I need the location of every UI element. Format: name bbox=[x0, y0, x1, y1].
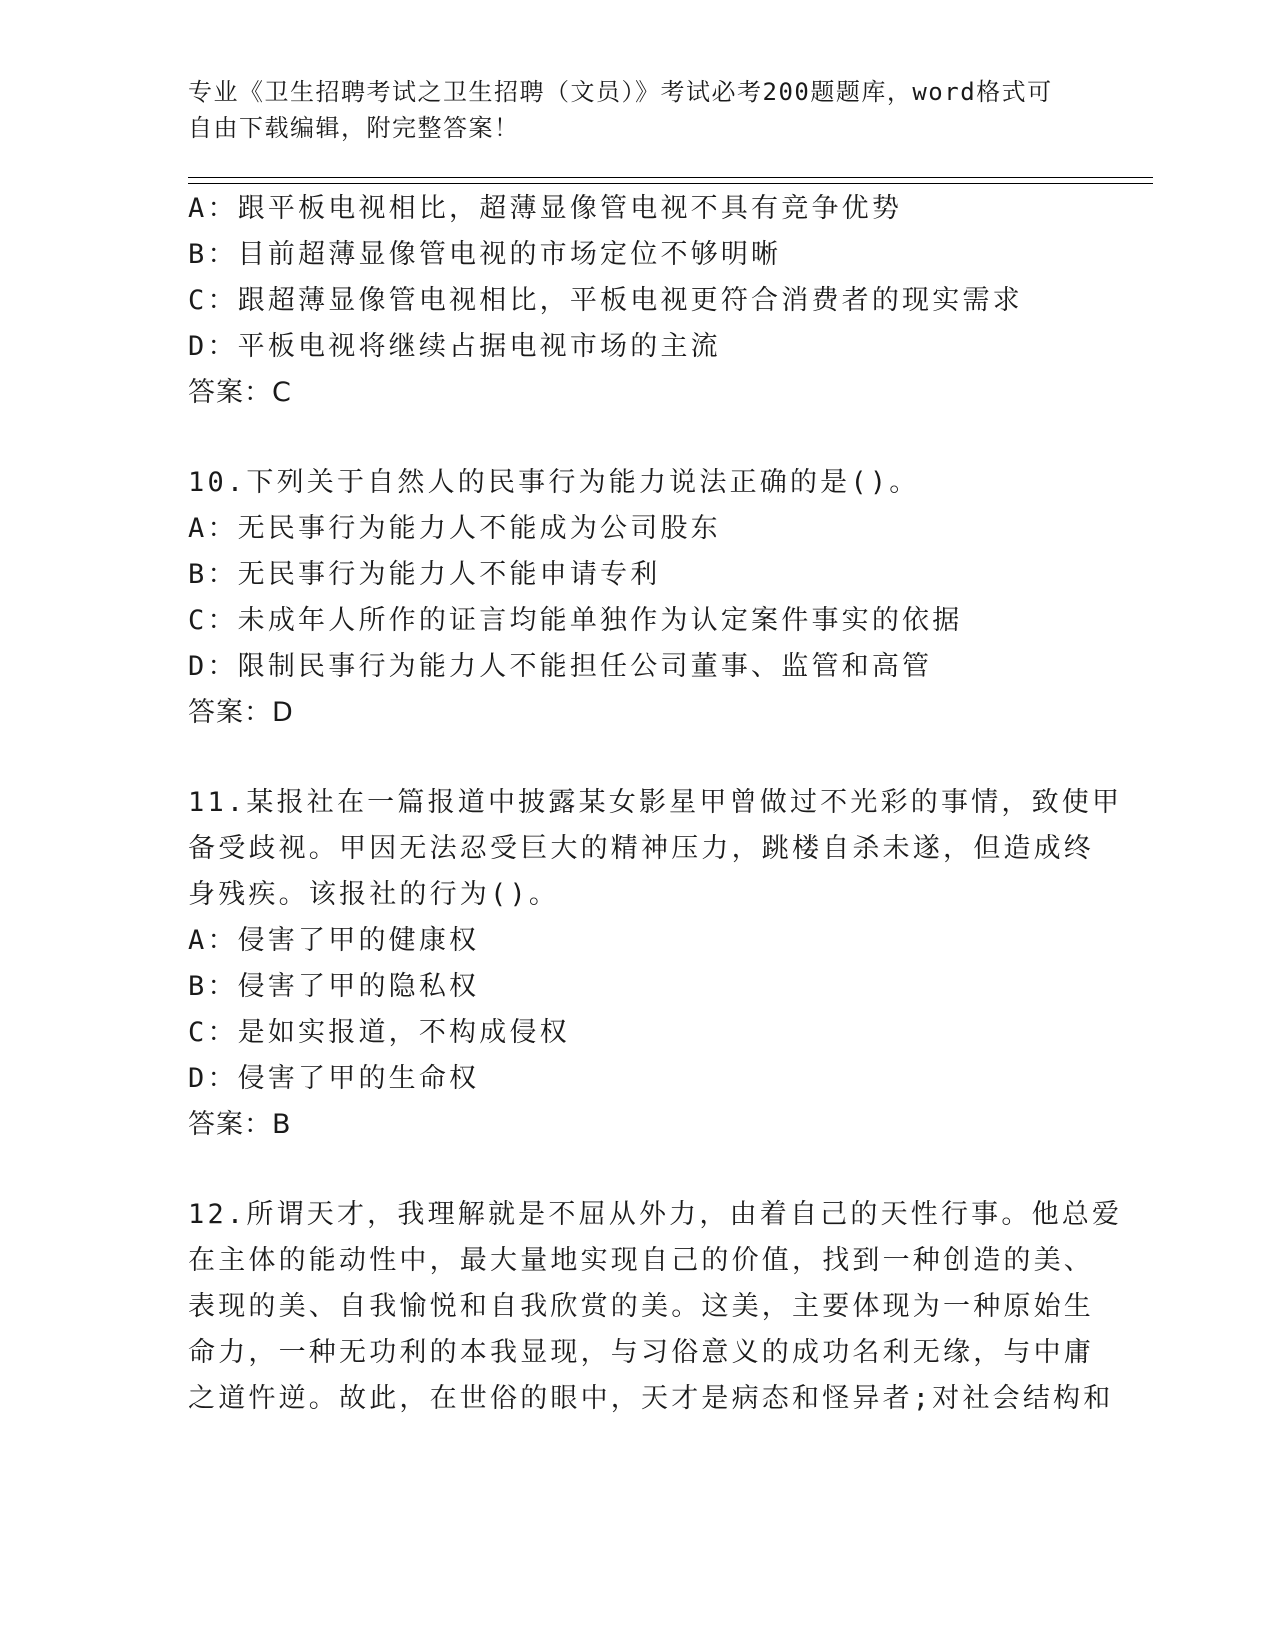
question-stem-line: 身残疾。该报社的行为()。 bbox=[188, 879, 560, 910]
option-c: C：跟超薄显像管电视相比，平板电视更符合消费者的现实需求 bbox=[188, 285, 1023, 316]
answer-label: 答案：D bbox=[188, 697, 294, 728]
option-d: D：平板电视将继续占据电视市场的主流 bbox=[188, 331, 721, 362]
question-stem-line: 之道忤逆。故此，在世俗的眼中，天才是病态和怪异者;对社会结构和 bbox=[188, 1383, 1114, 1414]
question-stem: 10.下列关于自然人的民事行为能力说法正确的是()。 bbox=[188, 467, 920, 498]
question-11 bbox=[188, 780, 1123, 1148]
question-stem-line: 在主体的能动性中，最大量地实现自己的价值，找到一种创造的美、 bbox=[188, 1245, 1094, 1276]
option-a: A：跟平板电视相比，超薄显像管电视不具有竞争优势 bbox=[188, 193, 903, 224]
option-a: A：侵害了甲的健康权 bbox=[188, 925, 480, 956]
question-stem-line: 命力，一种无功利的本我显现，与习俗意义的成功名利无缘，与中庸 bbox=[188, 1337, 1094, 1368]
option-b: B：目前超薄显像管电视的市场定位不够明晰 bbox=[188, 239, 782, 270]
option-a: A：无民事行为能力人不能成为公司股东 bbox=[188, 513, 721, 544]
option-d: D：限制民事行为能力人不能担任公司董事、监管和高管 bbox=[188, 651, 933, 682]
header-divider-bottom bbox=[188, 183, 1153, 184]
question-stem-line: 备受歧视。甲因无法忍受巨大的精神压力，跳楼自杀未遂，但造成终 bbox=[188, 833, 1094, 864]
spacer bbox=[188, 1148, 1078, 1192]
option-b: B：侵害了甲的隐私权 bbox=[188, 971, 480, 1002]
answer-label: 答案：B bbox=[188, 1109, 292, 1140]
header-divider-top bbox=[188, 177, 1153, 178]
question-stem-line: 12.所谓天才，我理解就是不屈从外力，由着自己的天性行事。他总爱 bbox=[188, 1199, 1123, 1230]
spacer bbox=[188, 736, 1078, 780]
question-stem-line: 11.某报社在一篇报道中披露某女影星甲曾做过不光彩的事情，致使甲 bbox=[188, 787, 1123, 818]
spacer bbox=[188, 416, 1078, 460]
question-10 bbox=[188, 460, 1078, 736]
answer-label: 答案：C bbox=[188, 377, 292, 408]
prev-question bbox=[188, 186, 1078, 416]
option-b: B：无民事行为能力人不能申请专利 bbox=[188, 559, 661, 590]
document-header: 专业《卫生招聘考试之卫生招聘（文员）》考试必考200题题库，word格式可自由下载编辑，附完整答案！ bbox=[188, 78, 1053, 142]
question-stem-line: 表现的美、自我愉悦和自我欣赏的美。这美，主要体现为一种原始生 bbox=[188, 1291, 1094, 1322]
option-d: D：侵害了甲的生命权 bbox=[188, 1063, 480, 1094]
question-content bbox=[188, 186, 1123, 1422]
option-c: C：是如实报道，不构成侵权 bbox=[188, 1017, 570, 1048]
question-12 bbox=[188, 1192, 1123, 1422]
option-c: C：未成年人所作的证言均能单独作为认定案件事实的依据 bbox=[188, 605, 963, 636]
